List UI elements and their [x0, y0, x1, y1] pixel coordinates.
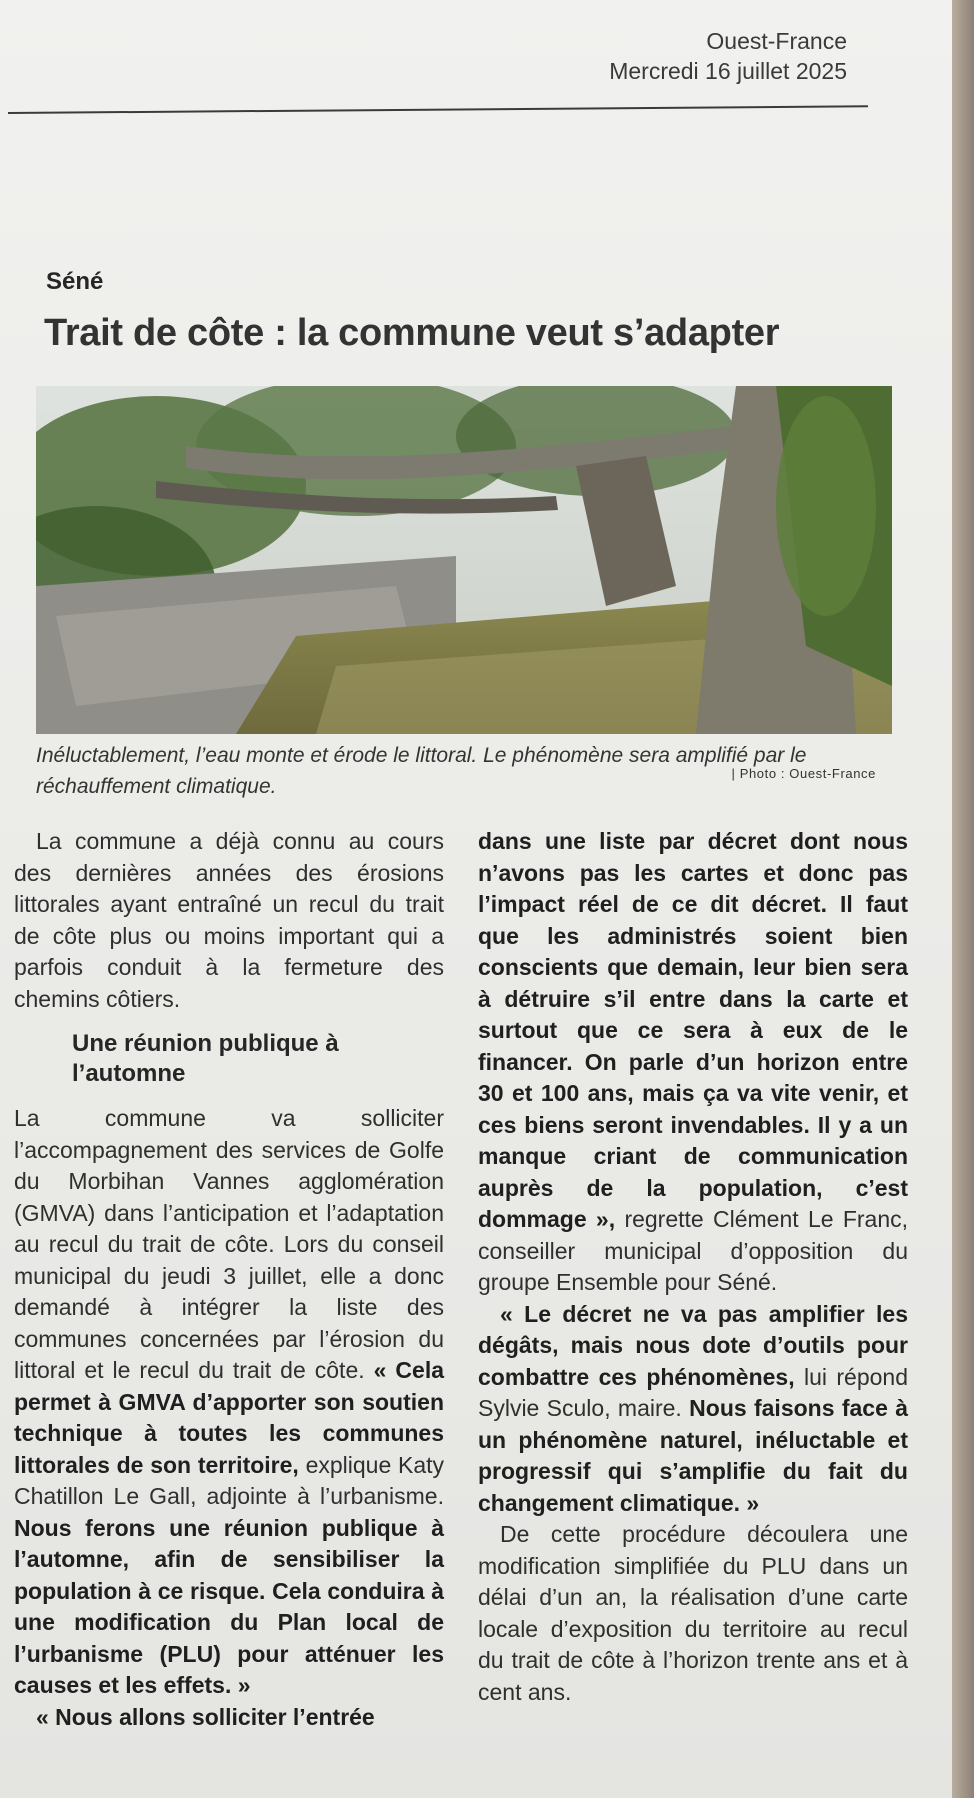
fallen-tree-photo [36, 386, 892, 734]
quote-chatillon-2: Nous ferons une réunion publique à l’automne, afin de sensibiliser la population à ce risque. Cela conduira à une modification du Plan local de l’urbanisme (PLU) pour atténuer les causes et les effets. » [14, 1514, 444, 1698]
paragraph-lefranc-start [14, 1702, 444, 1734]
background-surface [952, 0, 974, 1798]
attribution-sculo: lui répond Sylvie Sculo, maire. [478, 1363, 908, 1421]
photo-caption: Inéluctablement, l’eau monte et érode le littoral. Le phénomène sera amplifié par le réchauffement climatique. [36, 744, 807, 798]
section-label: Séné [46, 268, 104, 295]
paragraph-intro: La commune a déjà connu au cours des dernières années des érosions littorales ayant entraîné un recul du trait de côte plus ou moins important qui a parfois conduit à la fermeture des chemins côtiers. [14, 828, 444, 1012]
paragraph-conclusion: De cette procédure découlera une modification simplifiée du PLU dans un délai d’un an, la réalisation d’une carte locale d’exposition du territoire au recul du trait de côte à l’horizon trente ans et à cent ans. [478, 1521, 908, 1705]
article-column-1 [14, 826, 444, 1733]
paragraph-sculo [478, 1299, 908, 1520]
article-photo [36, 386, 892, 734]
quote-lefranc-start: « Nous allons solliciter l’entrée [36, 1703, 375, 1730]
attribution-chatillon: explique Katy Chatillon Le Gall, adjointe à l’urbanisme. [14, 1451, 445, 1509]
photo-credit: | Photo : Ouest-France [731, 766, 876, 781]
paragraph-gmva-text: La commune va solliciter l’accompagnement des services de Golfe du Morbihan Vannes agglomération (GMVA) dans l’anticipation et l’adaptation au recul du trait de côte. Lors du conseil municipal du jeudi 3 juillet, elle a donc demandé à intégrer la liste des communes concernées par l’érosion du littoral et le recul du trait de côte. [14, 1105, 444, 1383]
publication-name: Ouest-France [706, 28, 847, 54]
article-column-2 [478, 826, 908, 1708]
quote-sculo-1: « Le décret ne va pas amplifier les dégâts, mais nous dote d’outils pour combattre ces phénomènes, [478, 1300, 908, 1390]
quote-lefranc: dans une liste par décret dont nous n’avons pas les cartes et donc pas l’impact réel de ce dit décret. Il faut que les administrés soient bien conscients que demain, leur bien sera à détruire s’il entre dans la carte et surtout que ce sera à eux de le financer. On parle d’un horizon entre 30 et 100 ans, mais ça va vite venir, et ces biens seront invendables. Il y a un manque criant de communication auprès de la population, c’est dommage », [478, 828, 908, 1232]
masthead-rule [8, 105, 868, 114]
quote-sculo-2: Nous faisons face à un phénomène naturel, inéluctable et progressif qui s’amplifie du fait du changement climatique. » [478, 1395, 908, 1516]
publication-date: Mercredi 16 juillet 2025 [609, 58, 847, 84]
attribution-lefranc: regrette Clément Le Franc, conseiller municipal d’opposition du groupe Ensemble pour Séné. [478, 1206, 909, 1295]
quote-chatillon-1: « Cela permet à GMVA d’apporter son soutien technique à toutes les communes littorales de son territoire, [14, 1357, 445, 1478]
masthead [609, 26, 847, 86]
paragraph-gmva [14, 1103, 444, 1702]
article-headline: Trait de côte : la commune veut s’adapter [44, 312, 780, 354]
article-subheading: Une réunion publique à l’automne [72, 1030, 339, 1087]
paragraph-lefranc [478, 826, 908, 1299]
